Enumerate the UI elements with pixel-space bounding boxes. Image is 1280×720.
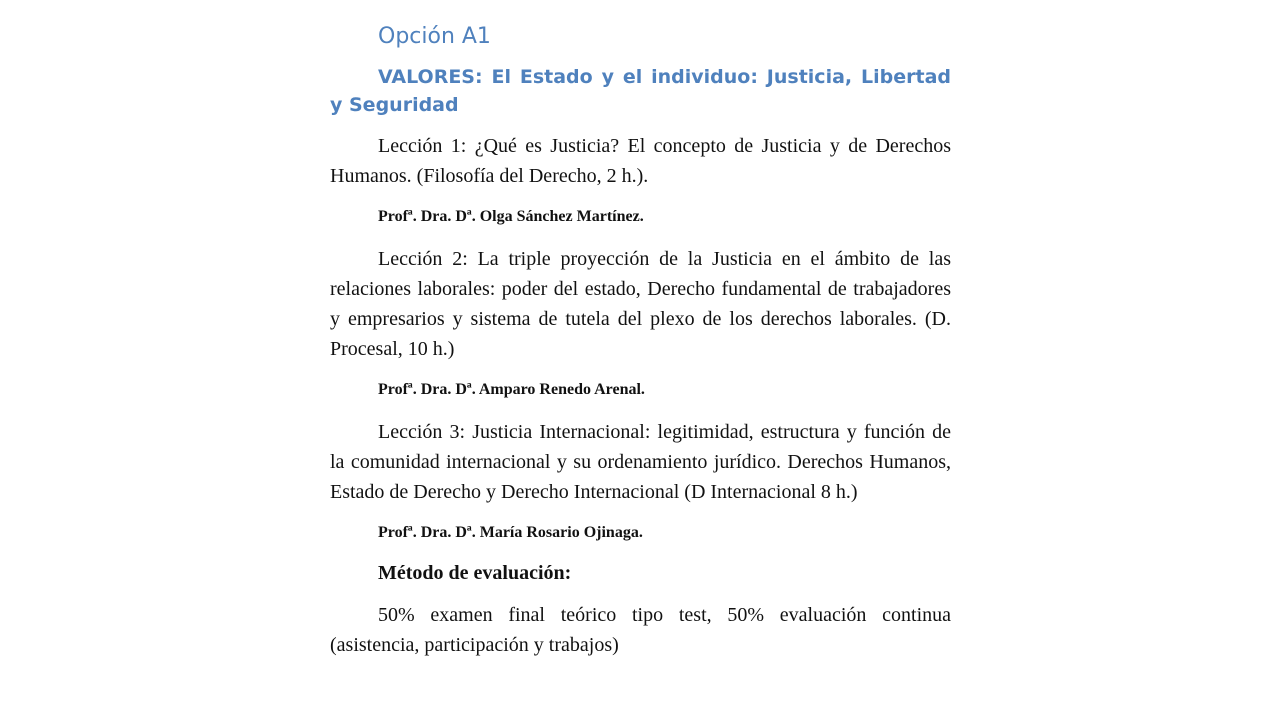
lesson-3-professor: Profª. Dra. Dª. María Rosario Ojinaga. (378, 524, 643, 541)
lesson-1-text: Lección 1: ¿Qué es Justicia? El concepto de Justicia y de Derechos Humanos. (Filosofía del Derecho, 2 h.). (330, 135, 951, 187)
document-page (330, 20, 951, 675)
option-title: Opción A1 (378, 24, 491, 49)
evaluation-title: Método de evaluación: (378, 562, 572, 584)
values-heading: VALORES: El Estado y el individuo: Justicia, Libertad y Seguridad (330, 66, 951, 116)
lesson-2-professor: Profª. Dra. Dª. Amparo Renedo Arenal. (378, 381, 645, 398)
evaluation-text: 50% examen final teórico tipo test, 50% evaluación continua (asistencia, participación y trabajos) (330, 604, 951, 656)
lesson-3-text: Lección 3: Justicia Internacional: legitimidad, estructura y función de la comunidad internacional y su ordenamiento jurídico. Derechos Humanos, Estado de Derecho y Derecho Internacional (D Internacional 8 h.) (330, 421, 951, 503)
lesson-2-text: Lección 2: La triple proyección de la Justicia en el ámbito de las relaciones laborales: poder del estado, Derecho fundamental de trabajadores y empresarios y sistema de tutela del plexo de los derechos laborales. (D. Procesal, 10 h.) (330, 248, 951, 360)
lesson-1-professor: Profª. Dra. Dª. Olga Sánchez Martínez. (378, 208, 644, 225)
